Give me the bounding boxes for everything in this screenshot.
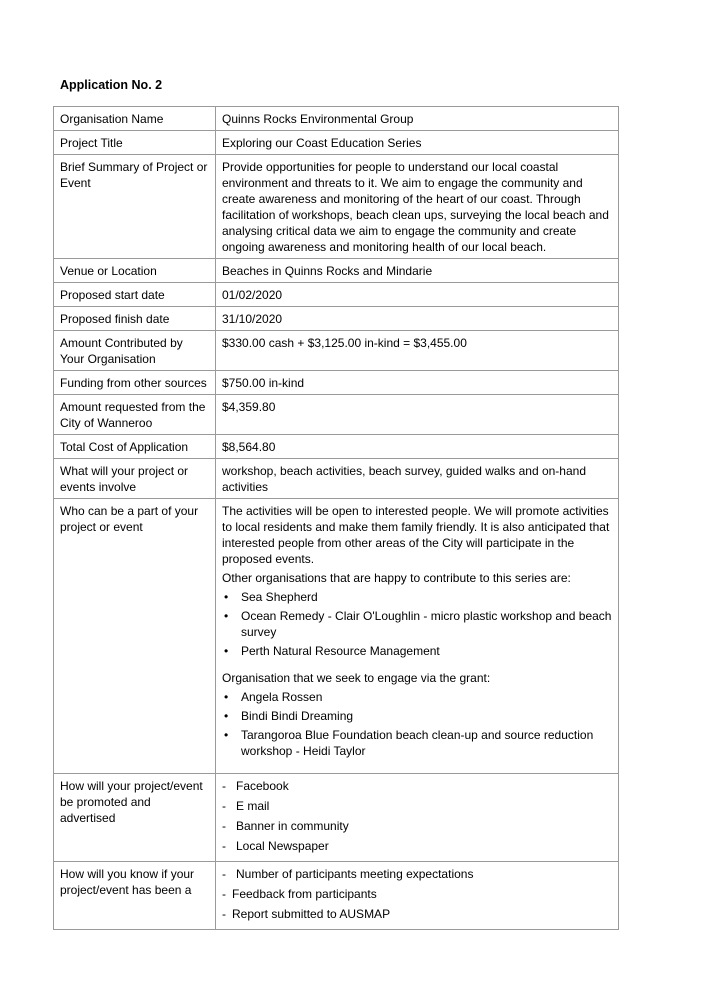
table-row [54, 307, 619, 331]
dash-icon: - [222, 887, 226, 901]
list-item-text: Sea Shepherd [241, 590, 318, 604]
dash-icon: - [222, 779, 226, 793]
participants-intro: The activities will be open to interested people. We will promote activities to local residents and make them family friendly. It is also anticipated that interested people from other areas of the City will participate in the proposed events. [222, 504, 610, 566]
promotion-list [222, 778, 612, 854]
table-row [54, 155, 619, 259]
table-row [54, 371, 619, 395]
table-row [54, 774, 619, 862]
list-item [222, 866, 612, 882]
participants-label: Who can be a part of your project or event [54, 499, 216, 774]
list-item [222, 778, 612, 794]
dash-icon: - [222, 799, 226, 813]
promotion-label: How will your project/event be promoted and advertised [54, 774, 216, 862]
table-row [54, 259, 619, 283]
list-item [222, 643, 612, 659]
table-row [54, 395, 619, 435]
total-cost-label: Total Cost of Application [54, 435, 216, 459]
finish-date-label: Proposed finish date [54, 307, 216, 331]
list-item [222, 798, 612, 814]
promotion-value [216, 774, 619, 862]
list-item [222, 886, 612, 902]
bullet-icon: • [224, 728, 229, 742]
participants-value [216, 499, 619, 774]
list-item-text: Tarangoroa Blue Foundation beach clean-up and source reduction workshop - Heidi Taylor [241, 728, 594, 758]
table-row [54, 435, 619, 459]
list-item-text: Banner in community [236, 819, 349, 833]
total-cost-value: $8,564.80 [216, 435, 619, 459]
dash-icon: - [222, 819, 226, 833]
dash-icon: - [222, 907, 226, 921]
contributed-value: $330.00 cash + $3,125.00 in-kind = $3,455.00 [216, 331, 619, 371]
list-item [222, 589, 612, 605]
bullet-icon: • [224, 644, 229, 658]
other-funding-label: Funding from other sources [54, 371, 216, 395]
project-title-label: Project Title [54, 131, 216, 155]
table-row [54, 459, 619, 499]
application-table [53, 106, 619, 930]
list-item [222, 708, 612, 724]
table-row [54, 107, 619, 131]
application-heading: Application No. 2 [60, 78, 163, 92]
requested-label: Amount requested from the City of Wanneroo [54, 395, 216, 435]
start-date-value: 01/02/2020 [216, 283, 619, 307]
dash-icon: - [222, 839, 226, 853]
bullet-icon: • [224, 609, 229, 623]
org-name-value: Quinns Rocks Environmental Group [216, 107, 619, 131]
summary-value: Provide opportunities for people to understand our local coastal environment and threats to it. We aim to engage the community and create awareness and monitoring of the heart of our coast. Through facilitation of workshops, beach clean ups, surveying the local beach and analysing critical data we aim to engage the community and create ongoing awareness and monitoring health of our local beach. [216, 155, 619, 259]
start-date-label: Proposed start date [54, 283, 216, 307]
engage-list [222, 689, 612, 759]
bullet-icon: • [224, 709, 229, 723]
project-title-value: Exploring our Coast Education Series [216, 131, 619, 155]
list-item [222, 727, 612, 759]
success-list [222, 866, 612, 922]
list-item [222, 818, 612, 834]
table-row [54, 283, 619, 307]
venue-label: Venue or Location [54, 259, 216, 283]
bullet-icon: • [224, 590, 229, 604]
list-item-text: Bindi Bindi Dreaming [241, 709, 354, 723]
list-item-text: Local Newspaper [236, 839, 329, 853]
list-item-text: Report submitted to AUSMAP [232, 907, 391, 921]
list-item-text: E mail [236, 799, 270, 813]
requested-value: $4,359.80 [216, 395, 619, 435]
list-item-text: Number of participants meeting expectations [236, 867, 474, 881]
finish-date-value: 31/10/2020 [216, 307, 619, 331]
table-row [54, 331, 619, 371]
venue-value: Beaches in Quinns Rocks and Mindarie [216, 259, 619, 283]
contributors-list [222, 589, 612, 659]
other-funding-value: $750.00 in-kind [216, 371, 619, 395]
involve-value: workshop, beach activities, beach survey, guided walks and on-hand activities [216, 459, 619, 499]
table-row [54, 499, 619, 774]
org-name-label: Organisation Name [54, 107, 216, 131]
bullet-icon: • [224, 690, 229, 704]
success-label: How will you know if your project/event has been a [54, 862, 216, 930]
contributors-intro: Other organisations that are happy to contribute to this series are: [222, 571, 571, 585]
list-item [222, 906, 612, 922]
success-value [216, 862, 619, 930]
list-item-text: Angela Rossen [241, 690, 323, 704]
table-row [54, 862, 619, 930]
list-item [222, 689, 612, 705]
list-item-text: Facebook [236, 779, 289, 793]
list-item [222, 608, 612, 640]
summary-label: Brief Summary of Project or Event [54, 155, 216, 259]
list-item-text: Ocean Remedy - Clair O'Loughlin - micro plastic workshop and beach survey [241, 609, 612, 639]
dash-icon: - [222, 867, 226, 881]
list-item-text: Perth Natural Resource Management [241, 644, 440, 658]
table-row [54, 131, 619, 155]
engage-intro: Organisation that we seek to engage via the grant: [222, 671, 491, 685]
contributed-label: Amount Contributed by Your Organisation [54, 331, 216, 371]
involve-label: What will your project or events involve [54, 459, 216, 499]
list-item [222, 838, 612, 854]
list-item-text: Feedback from participants [232, 887, 377, 901]
